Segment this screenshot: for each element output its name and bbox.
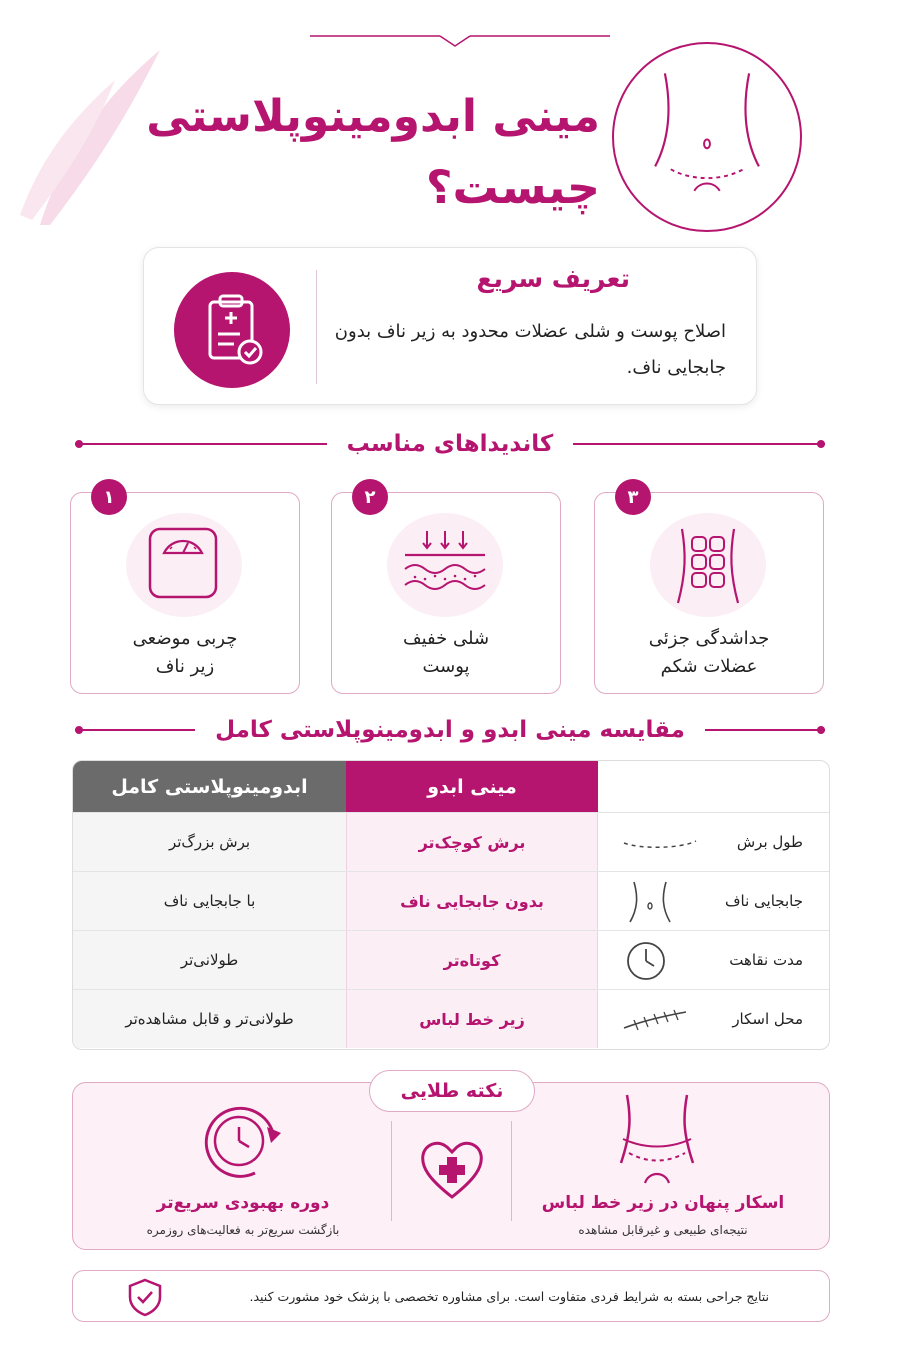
candidate-card-3 bbox=[594, 486, 824, 694]
top-divider bbox=[310, 30, 610, 50]
feature-label: مدت نقاهت bbox=[729, 951, 803, 969]
cell-full: طولانی‌تر و قابل مشاهده‌تر bbox=[73, 990, 346, 1048]
candidate-card-1 bbox=[70, 486, 300, 694]
candidates-heading-text: کاندیداهای مناسب bbox=[346, 431, 554, 457]
cell-full: طولانی‌تر bbox=[73, 931, 346, 989]
candidate-card-2 bbox=[331, 486, 561, 694]
title-line-1: مینی ابدومینوپلاستی bbox=[146, 91, 600, 142]
comparison-heading bbox=[75, 710, 825, 750]
skin-layers-icon bbox=[387, 513, 503, 617]
recovery-clock-icon bbox=[195, 1095, 291, 1185]
column-header-full: ابدومینوپلاستی کامل bbox=[73, 761, 346, 812]
quick-definition-card bbox=[143, 247, 757, 405]
page-title bbox=[100, 82, 600, 222]
golden-tip-left-sub: بازگشت سریع‌تر به فعالیت‌های روزمره bbox=[146, 1223, 340, 1237]
table-row bbox=[73, 812, 830, 871]
cell-mini: برش کوچک‌تر bbox=[346, 813, 598, 871]
feature-label: جابجایی ناف bbox=[724, 892, 803, 910]
table-row bbox=[73, 930, 830, 989]
heading-line-right bbox=[75, 443, 327, 445]
table-row bbox=[73, 989, 830, 1048]
cell-mini: بدون جابجایی ناف bbox=[346, 872, 598, 930]
tip-divider bbox=[391, 1121, 392, 1221]
cell-full: برش بزرگ‌تر bbox=[73, 813, 346, 871]
clipboard-check-icon bbox=[174, 272, 290, 388]
cell-feature bbox=[598, 813, 830, 871]
disclaimer-text: نتایج جراحی بسته به شرایط فردی متفاوت است. برای مشاوره تخصصی با پزشک خود مشورت کنید. bbox=[249, 1288, 769, 1304]
scale-icon bbox=[126, 513, 242, 617]
golden-tip-left-title: دوره بهبودی سریع‌تر bbox=[156, 1193, 330, 1213]
candidate-label-line1: جداشدگی جزئی bbox=[648, 628, 770, 649]
heading-line-left bbox=[705, 729, 825, 731]
candidate-label-line1: شلی خفیف bbox=[402, 628, 490, 649]
candidate-label-line2: زیر ناف bbox=[155, 656, 215, 677]
tip-divider bbox=[511, 1121, 512, 1221]
candidate-label-line2: عضلات شکم bbox=[660, 656, 758, 677]
column-header-mini: مینی ابدو bbox=[346, 761, 598, 812]
candidate-number: ۱ bbox=[91, 479, 127, 515]
candidate-label-line1: چربی موضعی bbox=[132, 628, 238, 649]
candidate-number: ۳ bbox=[615, 479, 651, 515]
candidate-number: ۲ bbox=[352, 479, 388, 515]
heading-line-right bbox=[75, 729, 195, 731]
hidden-scar-icon bbox=[605, 1093, 705, 1189]
dashed-line-icon bbox=[620, 821, 700, 863]
comparison-table bbox=[72, 760, 830, 1050]
belly-illustration bbox=[612, 42, 802, 232]
cell-full: با جابجایی ناف bbox=[73, 872, 346, 930]
belly-button-icon bbox=[620, 880, 680, 924]
title-line-2: چیست؟ bbox=[425, 160, 600, 214]
golden-tip-label: نکته طلایی bbox=[369, 1070, 535, 1112]
belly-incision-icon bbox=[614, 44, 800, 230]
shield-check-icon bbox=[125, 1277, 165, 1317]
cell-mini: زیر خط لباس bbox=[346, 990, 598, 1048]
cell-feature bbox=[598, 990, 830, 1048]
quick-definition-text: اصلاح پوست و شلی عضلات محدود به زیر ناف بدون جابجایی ناف. bbox=[334, 321, 726, 378]
candidate-label bbox=[332, 625, 560, 681]
feature-label: محل اسکار bbox=[732, 1010, 803, 1028]
comparison-heading-text: مقایسه مینی ابدو و ابدومینوپلاستی کامل bbox=[215, 717, 685, 743]
cell-mini: کوتاه‌تر bbox=[346, 931, 598, 989]
cell-feature bbox=[598, 931, 830, 989]
candidates-heading bbox=[75, 424, 825, 464]
scar-stitch-icon bbox=[620, 998, 690, 1040]
disclaimer-box bbox=[72, 1270, 830, 1322]
card-divider bbox=[316, 270, 317, 384]
clock-icon bbox=[620, 939, 680, 983]
cell-feature bbox=[598, 872, 830, 930]
abs-muscles-icon bbox=[650, 513, 766, 617]
heart-medical-icon bbox=[417, 1135, 487, 1205]
candidate-label bbox=[71, 625, 299, 681]
quick-definition-title: تعریف سریع bbox=[476, 264, 630, 293]
golden-tip-right-sub: نتیجه‌ای طبیعی و غیرقابل مشاهده bbox=[578, 1223, 748, 1237]
golden-tip-right-title: اسکار پنهان در زیر خط لباس bbox=[541, 1193, 785, 1213]
table-row bbox=[73, 871, 830, 930]
heading-line-left bbox=[573, 443, 825, 445]
feature-label: طول برش bbox=[736, 833, 803, 851]
candidate-label bbox=[595, 625, 823, 681]
candidate-label-line2: پوست bbox=[422, 656, 470, 677]
golden-tip-box bbox=[72, 1082, 830, 1250]
